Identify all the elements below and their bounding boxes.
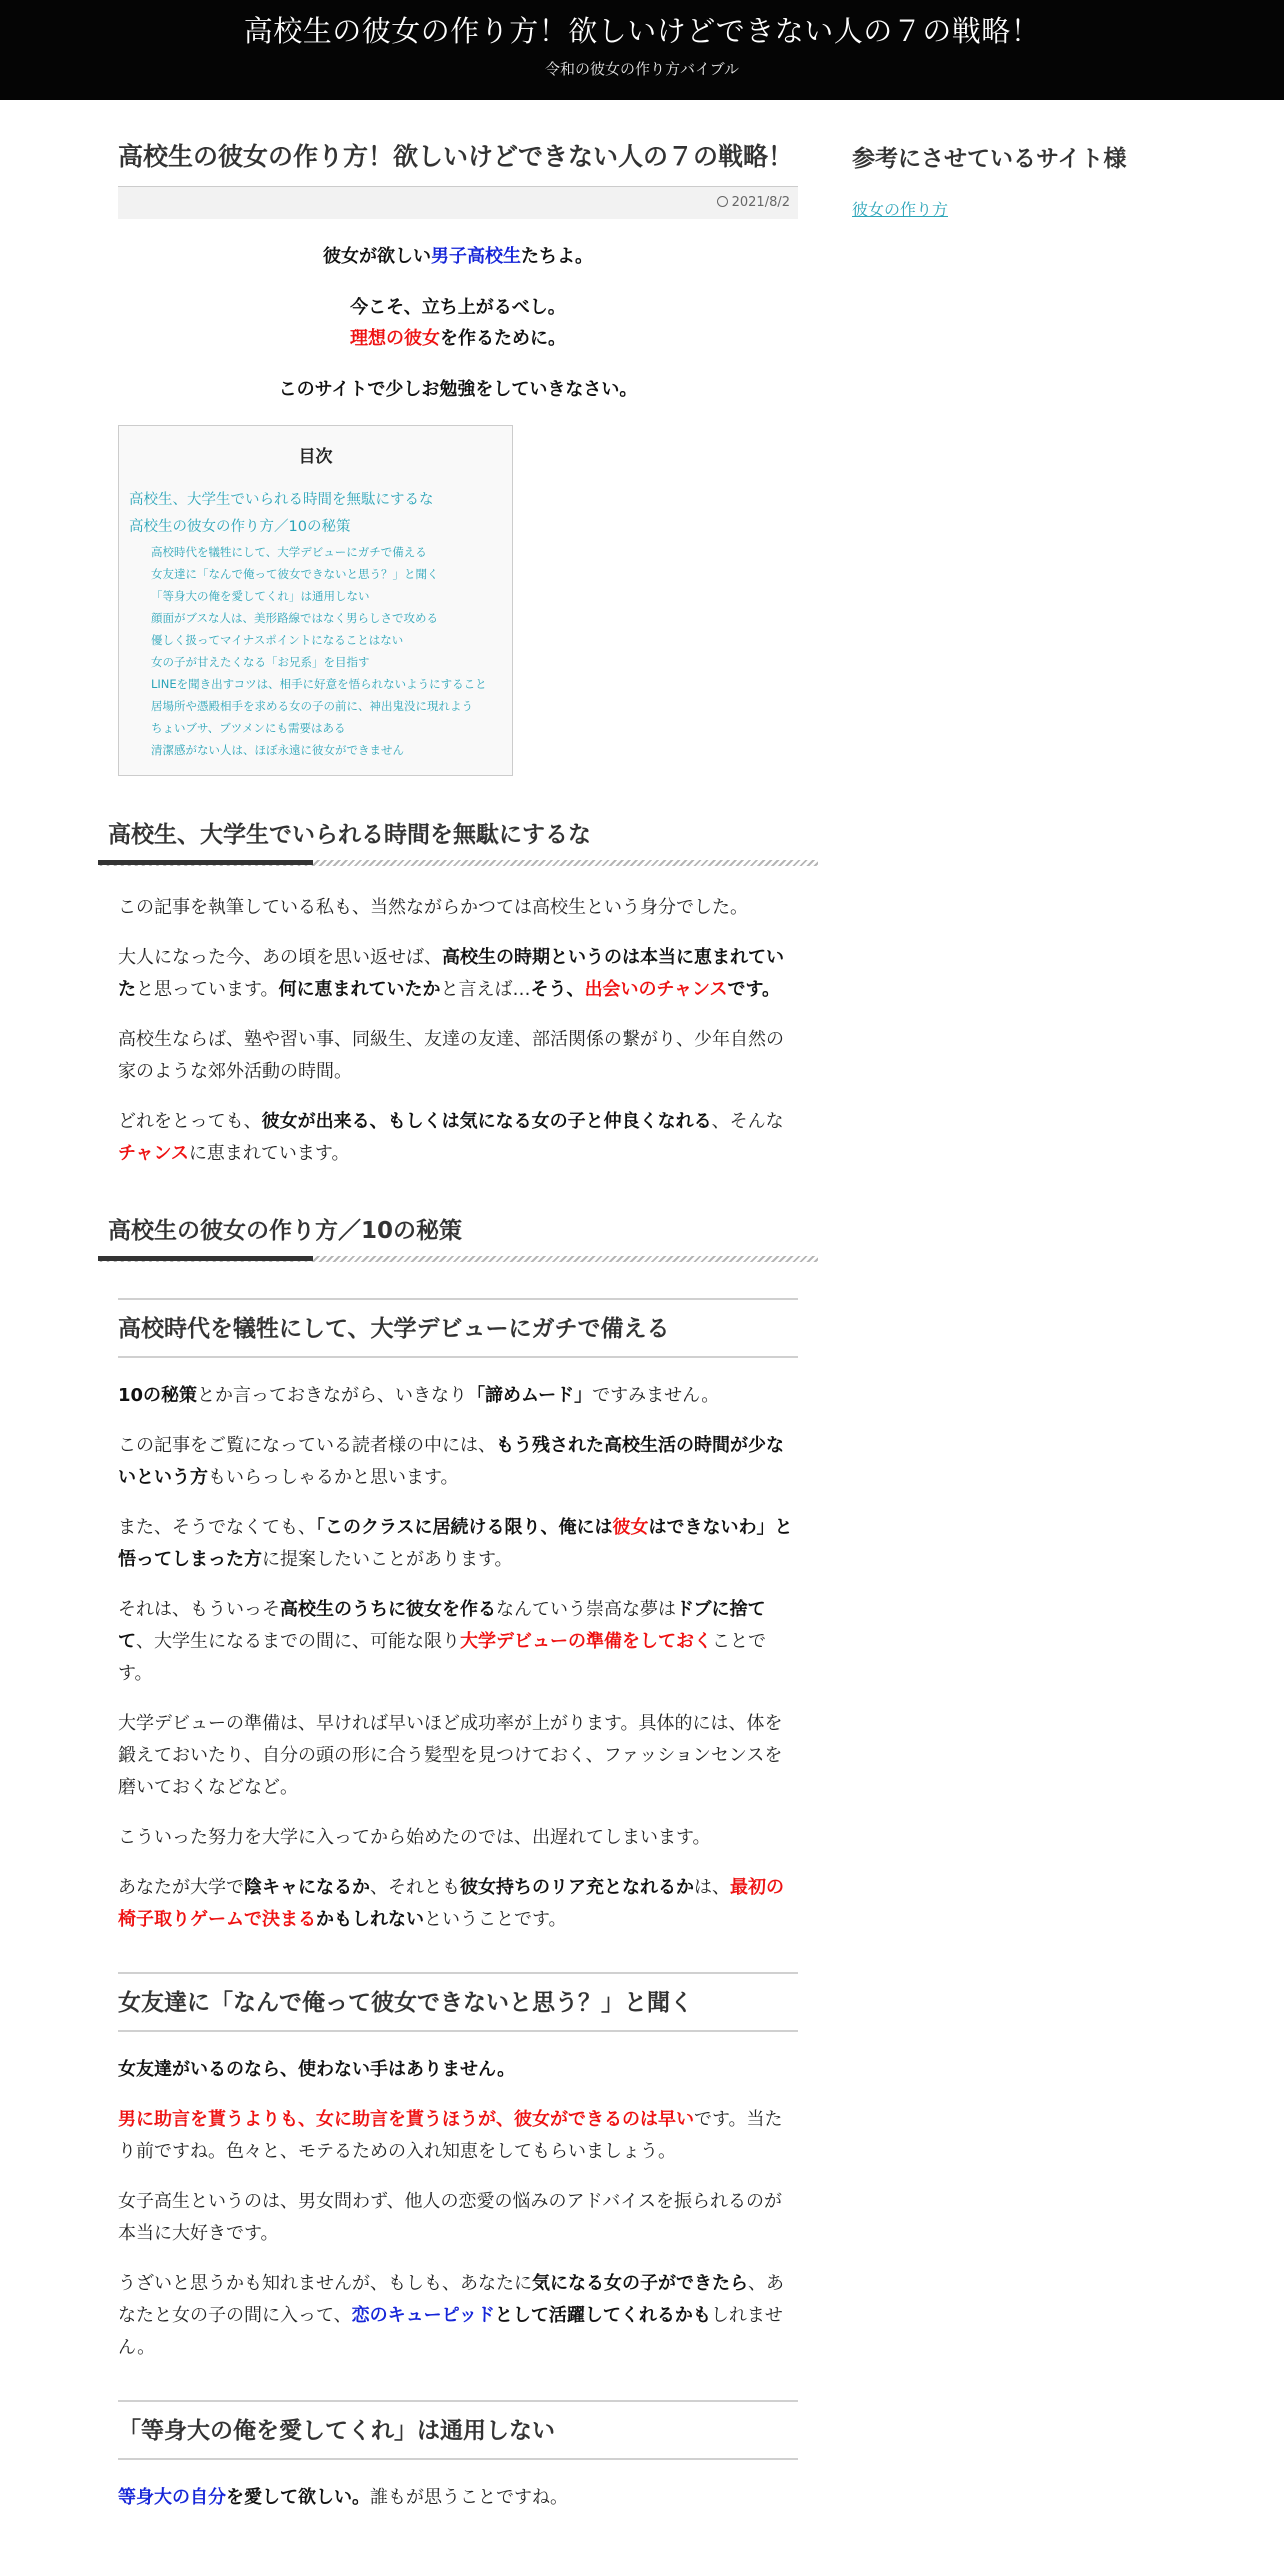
bold-text: 10の秘策 xyxy=(118,1385,198,1406)
highlight-blue: 恋のキューピッド xyxy=(351,2305,495,2326)
intro-line xyxy=(118,241,798,272)
post-title: 高校生の彼女の作り方！欲しいけどできない人の７の戦略！ xyxy=(118,140,798,187)
paragraph xyxy=(118,1106,798,1170)
paragraph xyxy=(118,1594,798,1690)
paragraph xyxy=(118,1708,798,1804)
text-run: ことです。 xyxy=(118,1631,766,1684)
intro xyxy=(118,241,798,405)
subsection-heading: 高校時代を犠牲にして、大学デビューにガチで備える xyxy=(118,1298,798,1358)
bold-text: 彼女が出来る、もしくは気になる女の子と仲良くなれる xyxy=(261,1111,712,1132)
bold-text: ドブに捨てて xyxy=(118,1599,766,1652)
toc-link[interactable]: 清潔感がない人は、ほぼ永遠に彼女ができません xyxy=(151,743,404,757)
clock-icon xyxy=(717,196,728,207)
paragraph xyxy=(118,1872,798,1936)
subsection-heading: 「等身大の俺を愛してくれ」は通用しない xyxy=(118,2400,798,2460)
text-run: 女子高生というのは、男女問わず、他人の恋愛の悩みのアドバイスを振られるのが本当に大好きです。 xyxy=(118,2191,783,2244)
text-run: どれをとっても、 xyxy=(118,1111,262,1132)
paragraph xyxy=(118,1380,798,1412)
toc-link[interactable]: 高校時代を犠牲にして、大学デビューにガチで備える xyxy=(151,545,427,559)
table-of-contents xyxy=(118,425,513,776)
main-content xyxy=(108,140,798,2514)
text-run: うざいと思うかも知れませんが、もしも、あなたに xyxy=(118,2273,532,2294)
paragraph xyxy=(118,1822,798,1854)
highlight-red: 出会いのチャンス xyxy=(584,979,728,1000)
text-run: を作るために。 xyxy=(440,328,566,349)
text-run: 今こそ、立ち上がるべし。 xyxy=(350,297,566,318)
intro-line xyxy=(118,374,798,405)
paragraph xyxy=(118,892,798,924)
intro-line xyxy=(118,323,798,354)
subsection-heading: 女友達に「なんで俺って彼女できないと思う？」と聞く xyxy=(118,1972,798,2032)
bold-text: もう残された高校生活の時間が少ないという方 xyxy=(118,1435,784,1488)
sidebar xyxy=(852,140,1192,220)
paragraph xyxy=(118,2482,798,2514)
text-run: 、あなたと女の子の間に入って、 xyxy=(118,2273,784,2326)
text-run: と思っています。 xyxy=(136,979,279,1000)
bold-text: 「このクラスに居続ける限り、俺には xyxy=(316,1517,613,1538)
bold-text: かもしれない xyxy=(316,1909,424,1930)
text-run: こういった努力を大学に入ってから始めたのでは、出遅れてしまいます。 xyxy=(118,1827,711,1848)
section-heading xyxy=(98,1216,818,1262)
highlight-red: 大学デビューの準備をしておく xyxy=(460,1631,712,1652)
toc-link[interactable]: 顔面がブスな人は、美形路線ではなく男らしさで攻める xyxy=(151,611,439,625)
paragraph xyxy=(118,942,798,1006)
bold-text: 何に恵まれていたか xyxy=(278,979,441,1000)
bold-text: 気になる女の子ができたら xyxy=(532,2273,748,2294)
text-run: もいらっしゃるかと思います。 xyxy=(208,1467,459,1488)
bold-text: 彼女持ちのリア充となれるか xyxy=(460,1877,694,1898)
text-run: とか言っておきながら、いきなり xyxy=(197,1385,468,1406)
post-date: 2021/8/2 xyxy=(731,195,790,210)
highlight-red: 彼女 xyxy=(612,1517,649,1538)
text-run: 、大学生になるまでの間に、可能な限り xyxy=(136,1631,460,1652)
toc-link[interactable]: 高校生の彼女の作り方／10の秘策 xyxy=(129,519,351,535)
intro-line xyxy=(118,292,798,323)
text-run: 彼女が欲しい xyxy=(323,246,431,267)
text-run: です。当たり前ですね。色々と、モテるための入れ知恵をしてもらいましょう。 xyxy=(118,2109,783,2162)
toc-link[interactable]: 女友達に「なんで俺って彼女できないと思う？」と聞く xyxy=(151,567,439,581)
paragraph xyxy=(118,1430,798,1494)
text-run: は、 xyxy=(694,1877,730,1898)
bold-text: 「諦めムード」 xyxy=(467,1385,593,1406)
bold-text: 女友達がいるのなら、使わない手はありません。 xyxy=(118,2059,516,2080)
text-run: 誰もが思うことですね。 xyxy=(370,2487,568,2508)
toc-link[interactable]: 「等身大の俺を愛してくれ」は通用しない xyxy=(151,589,370,603)
text-run: 大人になった今、あの頃を思い返せば、 xyxy=(118,947,442,968)
site-title[interactable]: 高校生の彼女の作り方！欲しいけどできない人の７の戦略！ xyxy=(243,14,1041,48)
text-run: 高校生ならば、塾や習い事、同級生、友達の友達、部活関係の繋がり、少年自然の家のような郊外活動の時間。 xyxy=(118,1029,784,1082)
bold-text: そう、 xyxy=(530,979,585,1000)
text-run: あなたが大学で xyxy=(118,1877,244,1898)
text-run: たちよ。 xyxy=(521,246,593,267)
bold-text: として活躍してくれるかも xyxy=(494,2305,711,2326)
text-run: ということです。 xyxy=(424,1909,567,1930)
paragraph xyxy=(118,1024,798,1088)
highlight-red: チャンス xyxy=(118,1143,189,1164)
highlight-red: 男に助言を貰うよりも、女に助言を貰うほうが、彼女ができるのは早い xyxy=(118,2109,694,2130)
text-run: このサイトで少しお勉強をしていきなさい。 xyxy=(278,379,638,400)
text-run: に恵まれています。 xyxy=(188,1143,350,1164)
text-run: と言えば… xyxy=(440,979,531,1000)
bold-text: 陰キャになるか xyxy=(244,1877,370,1898)
toc-link[interactable]: ちょいブサ、ブツメンにも需要はある xyxy=(151,721,346,735)
bold-text: 高校生のうちに彼女を作る xyxy=(280,1599,496,1620)
toc-link[interactable]: 女の子が甘えたくなる「お兄系」を目指す xyxy=(151,655,370,669)
sidebar-link[interactable]: 彼女の作り方 xyxy=(852,200,949,219)
section-heading-text: 高校生の彼女の作り方／10の秘策 xyxy=(108,1218,463,1244)
paragraph xyxy=(118,2268,798,2364)
paragraph xyxy=(118,2186,798,2250)
text-run: に提案したいことがあります。 xyxy=(262,1549,513,1570)
highlight-blue: 等身大の自分 xyxy=(118,2487,226,2508)
bold-text: です。 xyxy=(727,979,781,1000)
text-run: ですみません。 xyxy=(592,1385,720,1406)
bold-text: を愛して欲しい。 xyxy=(226,2487,370,2508)
text-run: それは、もういっそ xyxy=(118,1599,280,1620)
highlight-red: 最初の椅子取りゲームで決まる xyxy=(118,1877,784,1930)
toc-link[interactable]: 優しく扱ってマイナスポイントになることはない xyxy=(151,633,404,647)
text-run: この記事をご覧になっている読者様の中には、 xyxy=(118,1435,496,1456)
text-run: 、それとも xyxy=(370,1877,460,1898)
toc-link[interactable]: 居場所や憑殿相手を求める女の子の前に、神出鬼没に現れよう xyxy=(151,699,473,713)
section-heading xyxy=(98,820,818,866)
toc-list xyxy=(129,487,502,761)
sidebar-heading: 参考にさせているサイト様 xyxy=(852,146,1127,172)
text-run: 大学デビューの準備は、早ければ早いほど成功率が上がります。具体的には、体を鍛えておいたり、自分の頭の形に合う髪型を見つけておく、ファッションセンスを磨いておくなどなど。 xyxy=(118,1713,783,1798)
highlight-red: 理想の彼女 xyxy=(350,328,440,349)
bold-text: 高校生の時期というのは本当に恵まれていた xyxy=(118,947,784,1000)
paragraph xyxy=(118,2054,798,2086)
post-date-bar xyxy=(118,187,798,219)
text-run: 、そんな xyxy=(711,1111,784,1132)
heading-divider xyxy=(98,860,818,866)
text-run: また、そうでなくても、 xyxy=(118,1517,316,1538)
site-header xyxy=(0,0,1284,100)
paragraph xyxy=(118,1512,798,1576)
bold-text: はできないわ」と悟ってしまった方 xyxy=(118,1517,793,1570)
text-run: この記事を執筆している私も、当然ながらかつては高校生という身分でした。 xyxy=(118,897,748,918)
highlight-blue: 男子高校生 xyxy=(431,246,521,267)
toc-title: 目次 xyxy=(298,447,333,467)
text-run: しれません。 xyxy=(118,2305,783,2358)
heading-divider xyxy=(98,1256,818,1262)
toc-link[interactable]: 高校生、大学生でいられる時間を無駄にするな xyxy=(129,492,434,508)
section-heading-text: 高校生、大学生でいられる時間を無駄にするな xyxy=(108,822,591,848)
paragraph xyxy=(118,2104,798,2168)
site-description: 令和の彼女の作り方バイブル xyxy=(545,60,739,78)
toc-link[interactable]: LINEを聞き出すコツは、相手に好意を悟られないようにすること xyxy=(151,677,487,691)
text-run: なんていう崇高な夢は xyxy=(496,1599,676,1620)
